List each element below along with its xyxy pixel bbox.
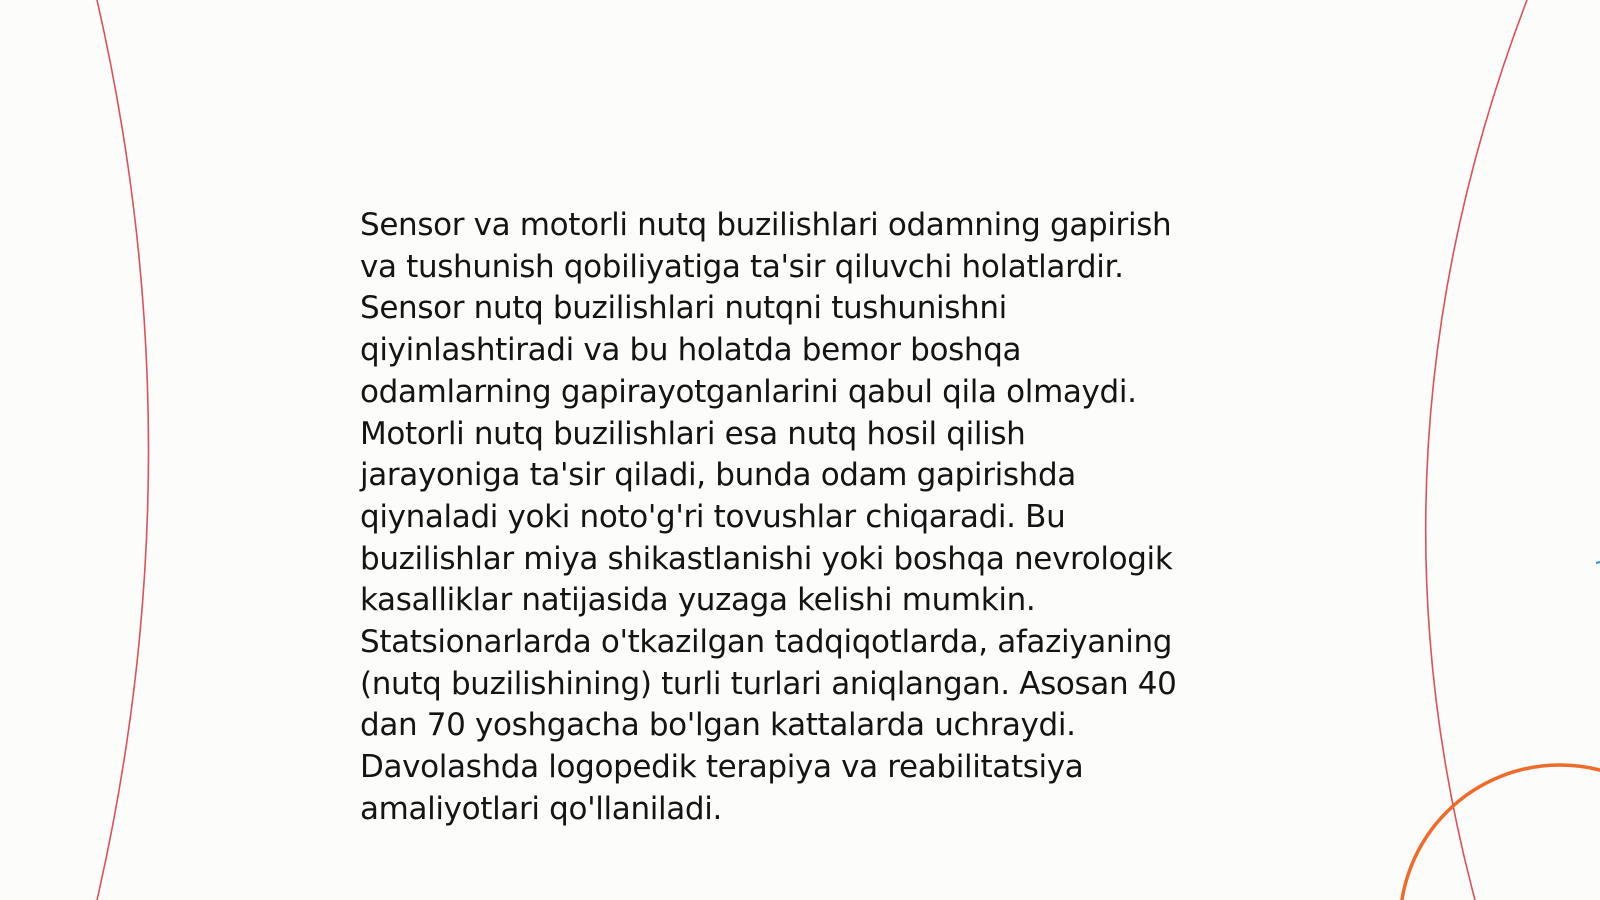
paragraph-line: Sensor nutq buzilishlari nutqni tushunishni (360, 290, 1007, 327)
paragraph-line: qiynaladi yoki noto'g'ri tovushlar chiqaradi. Bu (360, 498, 1066, 535)
orange-circle-arc (1400, 765, 1600, 900)
paragraph-line: odamlarning gapirayotganlarini qabul qila olmaydi. (360, 373, 1137, 410)
paragraph-line: Motorli nutq buzilishlari esa nutq hosil qilish (360, 415, 1026, 452)
paragraph-line: qiyinlashtiradi va bu holatda bemor boshqa (360, 332, 1022, 369)
paragraph-line: Davolashda logopedik terapiya va reabilitatsiya (360, 749, 1084, 786)
paragraph-line: dan 70 yoshgacha bo'lgan kattalarda uchraydi. (360, 707, 1076, 744)
paragraph-line: Statsionarlarda o'tkazilgan tadqiqotlarda, afaziyaning (360, 624, 1173, 661)
body-paragraph (360, 205, 1260, 831)
paragraph-line: amaliyotlari qo'llaniladi. (360, 790, 723, 827)
paragraph-line: (nutq buzilishining) turli turlari aniqlangan. Asosan 40 (360, 665, 1177, 702)
paragraph-line: buzilishlar miya shikastlanishi yoki boshqa nevrologik (360, 540, 1173, 577)
paragraph-line: va tushunish qobiliyatiga ta'sir qiluvchi holatlardir. (360, 248, 1124, 285)
left-arc-line (97, 0, 149, 900)
paragraph-line: jarayoniga ta'sir qiladi, bunda odam gapirishda (360, 457, 1076, 494)
blue-edge-mark (1596, 562, 1600, 563)
paragraph-line: Sensor va motorli nutq buzilishlari odamning gapirish (360, 207, 1172, 243)
paragraph-line: kasalliklar natijasida yuzaga kelishi mumkin. (360, 582, 1036, 619)
right-arc-line (1426, 0, 1527, 900)
